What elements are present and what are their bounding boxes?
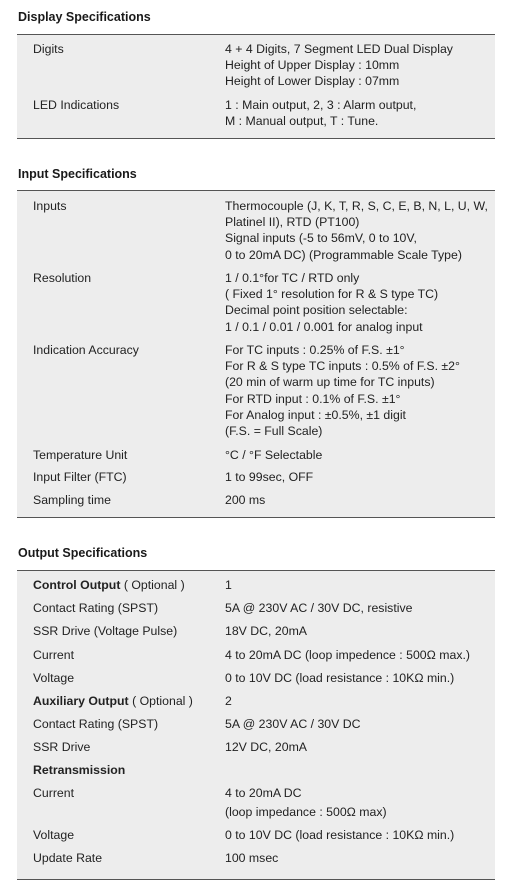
spec-value-line: ( Fixed 1° resolution for R & S type TC) bbox=[225, 287, 439, 302]
spec-label: LED Indications bbox=[33, 98, 120, 112]
spec-label bbox=[33, 577, 185, 593]
spec-value-line: 200 ms bbox=[225, 493, 266, 507]
spec-value bbox=[225, 342, 460, 439]
spec-value bbox=[225, 739, 307, 755]
spec-value-line: 1 to 99sec, OFF bbox=[225, 470, 314, 484]
spec-value bbox=[225, 447, 322, 463]
spec-label-strong: Control Output bbox=[33, 578, 121, 592]
spec-label: Input Filter (FTC) bbox=[33, 470, 127, 484]
spec-value-line: 18V DC, 20mA bbox=[225, 624, 308, 638]
spec-label: Contact Rating (SPST) bbox=[33, 601, 159, 615]
spec-value-line: 4 + 4 Digits, 7 Segment LED Dual Display bbox=[225, 42, 453, 56]
spec-label: Update Rate bbox=[33, 851, 103, 865]
spec-value-line: 1 / 0.1 / 0.01 / 0.001 for analog input bbox=[225, 319, 423, 334]
spec-value-line: 1 / 0.1°for TC / RTD only bbox=[225, 271, 360, 285]
spec-value bbox=[225, 577, 232, 593]
display-spec-title: Display Specifications bbox=[18, 10, 151, 24]
spec-value-line: 5A @ 230V AC / 30V DC, resistive bbox=[225, 601, 413, 615]
spec-value bbox=[225, 469, 313, 485]
spec-value-line: 1 bbox=[225, 578, 232, 592]
spec-value bbox=[225, 198, 488, 263]
spec-label-suffix: ( Optional ) bbox=[128, 694, 193, 708]
spec-value-line: 100 msec bbox=[225, 851, 279, 865]
spec-label: Current bbox=[33, 786, 75, 800]
spec-value-line: Decimal point position selectable: bbox=[225, 303, 408, 318]
spec-value-line: For TC inputs : 0.25% of F.S. ±1° bbox=[225, 343, 405, 357]
spec-label: Resolution bbox=[33, 271, 92, 285]
spec-value-line: For R & S type TC inputs : 0.5% of F.S. ±2° bbox=[225, 359, 460, 374]
spec-label: Voltage bbox=[33, 671, 75, 685]
spec-value bbox=[225, 647, 470, 663]
spec-value-line: (20 min of warm up time for TC inputs) bbox=[225, 375, 435, 390]
spec-value-line: 1 : Main output, 2, 3 : Alarm output, bbox=[225, 98, 417, 112]
display-spec-table bbox=[17, 34, 495, 139]
input-spec-title: Input Specifications bbox=[18, 167, 137, 181]
spec-value-line: 5A @ 230V AC / 30V DC bbox=[225, 717, 361, 731]
spec-value bbox=[225, 600, 412, 616]
spec-value-line: 4 to 20mA DC bbox=[225, 786, 302, 800]
spec-value-line: 4 to 20mA DC (loop impedence : 500Ω max.) bbox=[225, 648, 471, 662]
spec-value-line: Height of Upper Display : 10mm bbox=[225, 58, 400, 73]
spec-value-line: For RTD input : 0.1% of F.S. ±1° bbox=[225, 391, 401, 406]
input-spec-table bbox=[17, 190, 495, 518]
spec-value-line: 0 to 10V DC (load resistance : 10KΩ min.) bbox=[225, 671, 455, 685]
spec-value bbox=[225, 785, 387, 820]
spec-value bbox=[225, 623, 307, 639]
spec-value bbox=[225, 716, 361, 732]
spec-label: Inputs bbox=[33, 199, 67, 213]
spec-label: Retransmission bbox=[33, 763, 126, 777]
spec-value-line: For Analog input : ±0.5%, ±1 digit bbox=[225, 407, 406, 422]
spec-value-line: 2 bbox=[225, 694, 232, 708]
spec-label: Temperature Unit bbox=[33, 448, 128, 462]
spec-value bbox=[225, 41, 453, 90]
spec-label bbox=[33, 693, 193, 709]
output-spec-table bbox=[17, 570, 495, 880]
spec-value bbox=[225, 492, 265, 508]
spec-value-line: (loop impedance : 500Ω max) bbox=[225, 805, 387, 820]
spec-value-line: Height of Lower Display : 07mm bbox=[225, 74, 400, 89]
spec-value-line: 12V DC, 20mA bbox=[225, 740, 308, 754]
spec-label: Sampling time bbox=[33, 493, 111, 507]
spec-label: Digits bbox=[33, 42, 64, 56]
spec-value-line: °C / °F Selectable bbox=[225, 448, 323, 462]
spec-label-suffix: ( Optional ) bbox=[120, 578, 185, 592]
spec-label: SSR Drive bbox=[33, 740, 91, 754]
spec-label: Indication Accuracy bbox=[33, 343, 139, 357]
spec-value bbox=[225, 97, 416, 129]
spec-label: Voltage bbox=[33, 828, 75, 842]
spec-value-line: 0 to 20mA DC) (Programmable Scale Type) bbox=[225, 247, 462, 262]
spec-label: Contact Rating (SPST) bbox=[33, 717, 159, 731]
spec-value-line: (F.S. = Full Scale) bbox=[225, 424, 323, 439]
spec-label: SSR Drive (Voltage Pulse) bbox=[33, 624, 178, 638]
spec-value-line: Platinel II), RTD (PT100) bbox=[225, 215, 360, 230]
spec-value bbox=[225, 693, 232, 709]
spec-label: Current bbox=[33, 648, 75, 662]
spec-value-line: Signal inputs (-5 to 56mV, 0 to 10V, bbox=[225, 231, 417, 246]
spec-value bbox=[225, 670, 454, 686]
spec-value bbox=[225, 850, 278, 866]
spec-label-strong: Auxiliary Output bbox=[33, 694, 129, 708]
output-spec-title: Output Specifications bbox=[18, 546, 148, 560]
spec-value bbox=[225, 270, 438, 335]
spec-value bbox=[225, 827, 454, 843]
spec-value-line: Thermocouple (J, K, T, R, S, C, E, B, N, L, U, W, bbox=[225, 199, 488, 213]
spec-value-line: 0 to 10V DC (load resistance : 10KΩ min.) bbox=[225, 828, 455, 842]
spec-value-line: M : Manual output, T : Tune. bbox=[225, 114, 379, 129]
